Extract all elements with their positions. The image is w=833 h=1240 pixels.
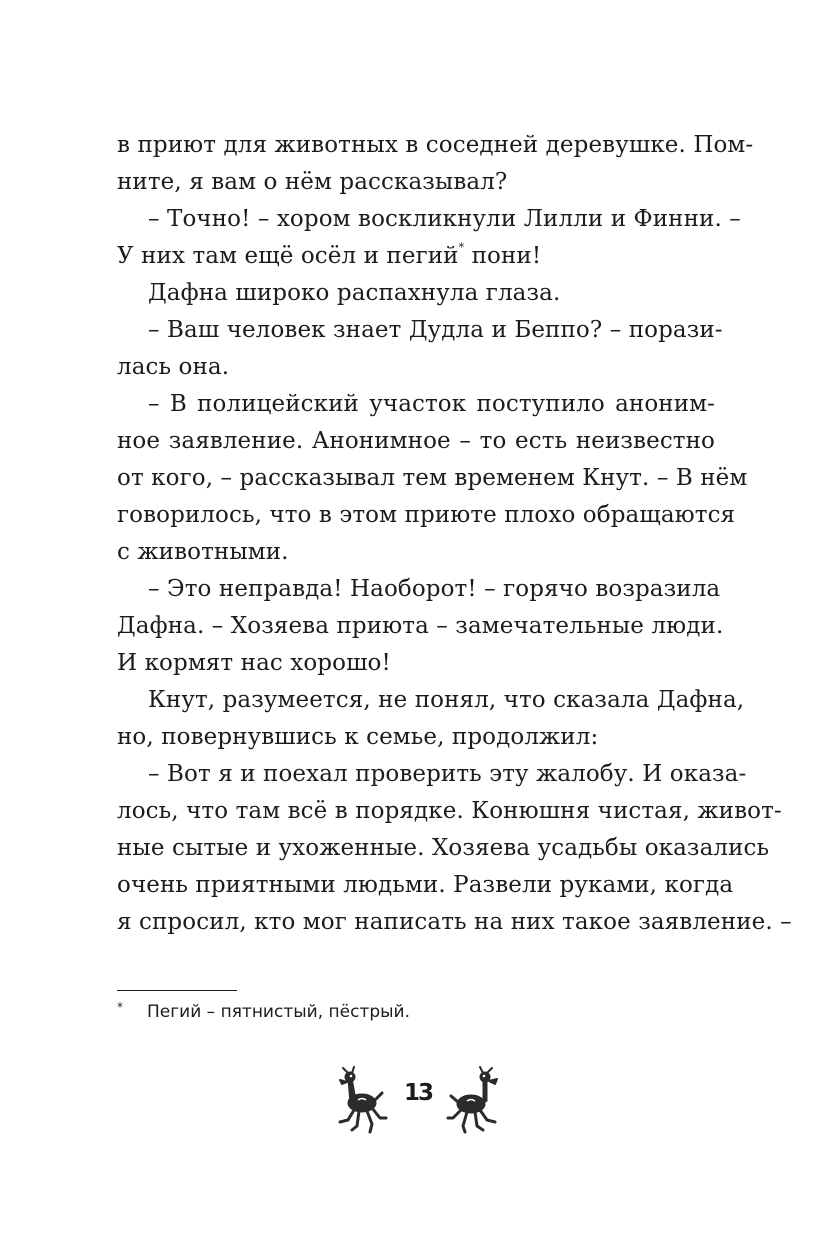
text-line: ное заявление. Анонимное – то есть неизвестно xyxy=(117,428,715,454)
page-number: 13 xyxy=(403,1080,432,1106)
text-line: – Точно! – хором воскликнули Лилли и Финни. – xyxy=(148,206,741,232)
page-folio xyxy=(330,1066,505,1140)
footnote-marker: * xyxy=(117,1000,123,1014)
text-line: Кнут, разумеется, не понял, что сказала Дафна, xyxy=(148,687,745,713)
text-fragment: пони! xyxy=(464,243,542,269)
text-line: в приют для животных в соседней деревушке. Пом- xyxy=(117,132,754,158)
text-line: ните, я вам о нём рассказывал? xyxy=(117,169,508,195)
llama-icon xyxy=(445,1066,505,1140)
text-line: очень приятными людьми. Развели руками, когда xyxy=(117,872,734,898)
text-line: лась она. xyxy=(117,354,230,380)
footnote-text: Пегий – пятнистый, пёстрый. xyxy=(147,1002,411,1022)
text-line: я спросил, кто мог написать на них такое заявление. – xyxy=(117,909,792,935)
body-text xyxy=(117,127,792,941)
text-line: – Вот я и поехал проверить эту жалобу. И оказа- xyxy=(148,761,747,787)
text-line: – Ваш человек знает Дудла и Беппо? – порази- xyxy=(148,317,723,343)
text-line: Дафна широко распахнула глаза. xyxy=(148,280,561,306)
text-line: – В полицейский участок поступило аноним- xyxy=(148,391,715,417)
text-line: ные сытые и ухоженные. Хозяева усадьбы оказались xyxy=(117,835,770,861)
llama-icon xyxy=(330,1066,390,1140)
footnote-divider xyxy=(117,990,237,991)
text-line: с животными. xyxy=(117,539,289,565)
text-line: но, повернувшись к семье, продолжил: xyxy=(117,724,599,750)
text-line: – Это неправда! Наоборот! – горячо возразила xyxy=(148,576,721,602)
text-line: говорилось, что в этом приюте плохо обращаются xyxy=(117,502,736,528)
text-line: Дафна. – Хозяева приюта – замечательные люди. xyxy=(117,613,724,639)
text-fragment: У них там ещё осёл и пегий xyxy=(117,243,459,269)
footnote xyxy=(117,999,715,1025)
text-line: И кормят нас хорошо! xyxy=(117,650,391,676)
text-line-with-footnote xyxy=(117,238,715,275)
text-line: от кого, – рассказывал тем временем Кнут. – В нём xyxy=(117,465,748,491)
footnote-reference: * xyxy=(458,241,465,255)
text-line: лось, что там всё в порядке. Конюшня чистая, живот- xyxy=(117,798,782,824)
